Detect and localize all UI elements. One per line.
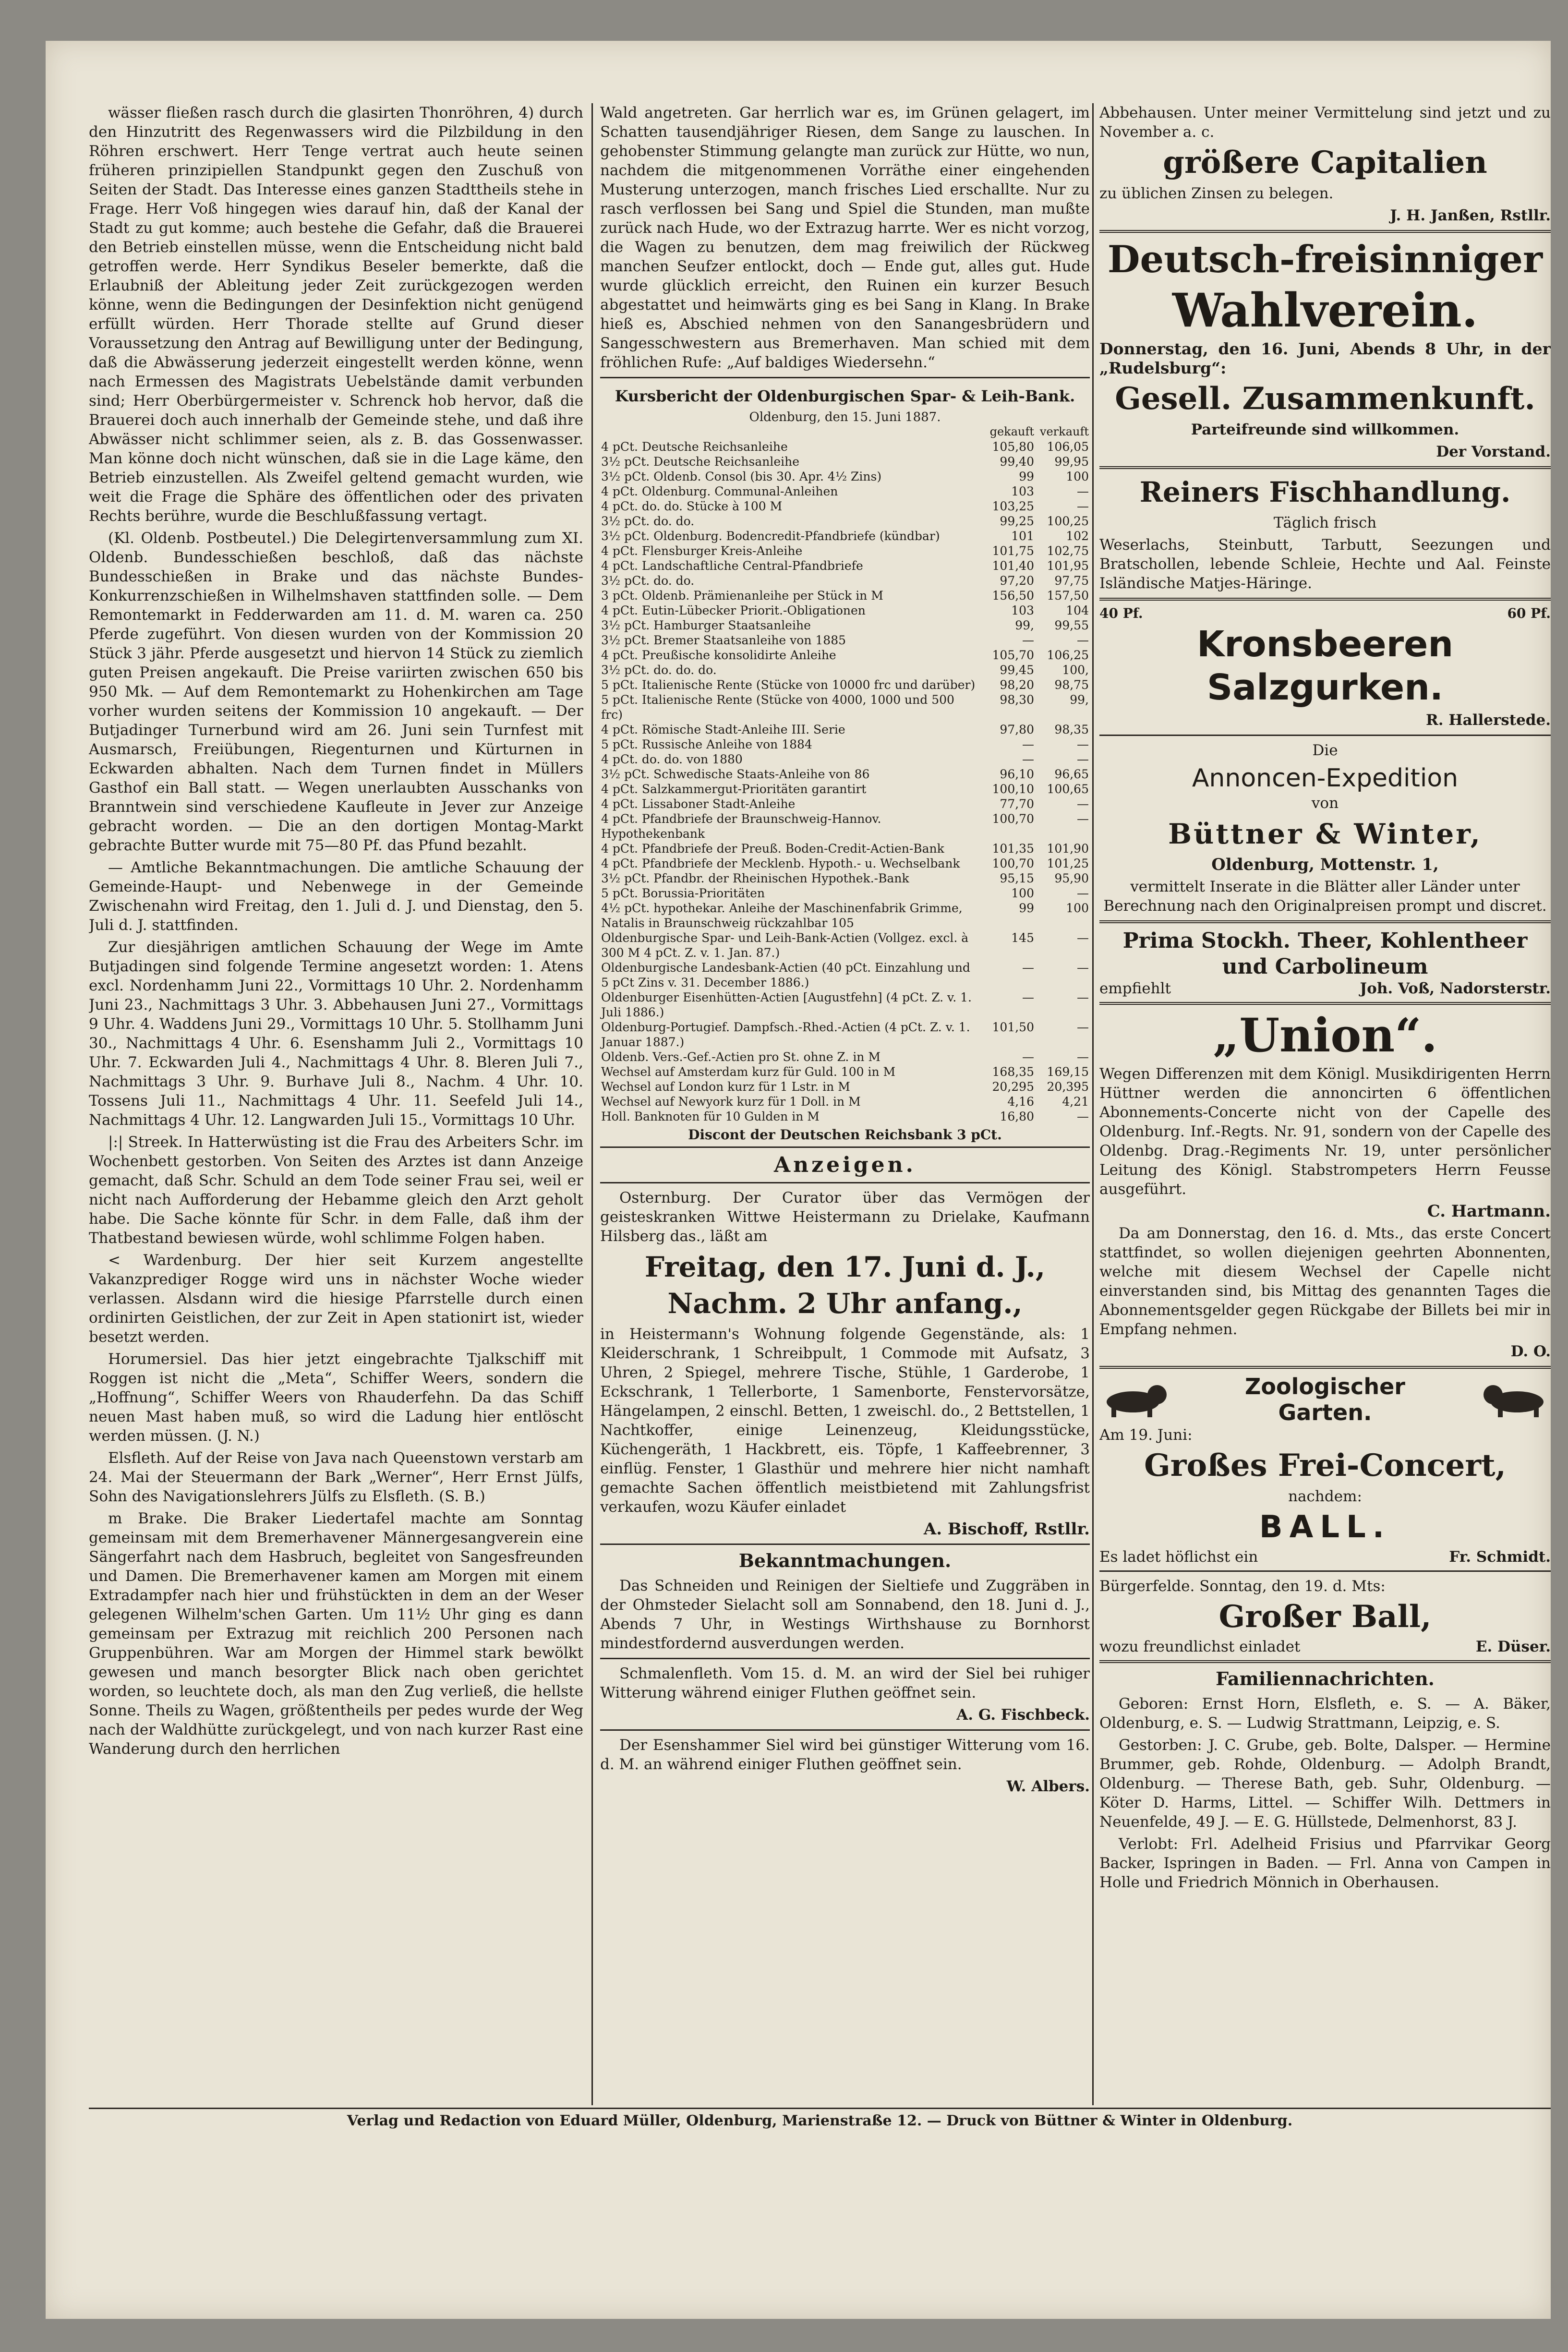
- kurs-gekauft: —: [1022, 633, 1034, 647]
- kurs-row: [600, 856, 1090, 871]
- divider: [1099, 466, 1551, 469]
- ad-headline: Großes Frei-Concert,: [1144, 1447, 1506, 1484]
- kurs-gekauft: —: [1022, 990, 1034, 1004]
- family-notice: Verlobt: Frl. Adelheid Frisius und Pfarrvikar Georg Backer, Ispringen in Baden. — Frl. Anna von Campen in Holle und Friedrich Mönnich in Oberhausen.: [1099, 1835, 1551, 1891]
- ad-headline: Freitag, den 17. Juni d. J., Nachm. 2 Uhr anfang.,: [644, 1251, 1046, 1320]
- ad-signature: E. Düser.: [1475, 1638, 1551, 1655]
- kurs-verkauft: —: [1077, 1110, 1089, 1123]
- divider: [1099, 1570, 1551, 1572]
- ad-text: Das Schneiden und Reinigen der Sieltiefe und Zuggräben in der Ohmsteder Sielacht soll am Sonnabend, den 18. Juni d. J., Abends 7 Uhr, in Westings Wirthshause zu Bornhorst mindestfordernd ausverdungen werden.: [600, 1577, 1090, 1652]
- divider: [600, 1658, 1090, 1659]
- ad-text: in Heistermann's Wohnung folgende Gegenstände, als: 1 Kleiderschrank, 1 Schreibpult, 1 Commode mit Aufsatz, 3 Uhren, 2 Spiegel, mehrere Tische, Stühle, 1 Garderobe, 1 Eckschrank, 1 Tellerborte, 1 Samenborte, Fenstervorsätze, Hängelampen, 2 einschl. Betten, 1 zweischl. do., 2 Bettstellen, 1 Nachtkoffer, einige Leinenzeug, Kleidungsstücke, Küchengeräth, 1 Hackbrett, eis. Töpfe, 1 Kaffeebrenner, 3 einflüg. Fenster, 1 Glasthür und mehrere hier nicht namhaft gemachte Sachen öffentlich meistbietend mit Zahlungsfrist verkaufen, wozu Käufer einladet: [600, 1326, 1090, 1516]
- kurs-row: [600, 841, 1090, 856]
- kurs-row: [600, 737, 1090, 752]
- lion-icon: [1479, 1380, 1551, 1419]
- kurs-verkauft: 100: [1066, 470, 1089, 483]
- kurs-security: 4 pCt. Landschaftliche Central-Pfandbriefe: [601, 559, 863, 573]
- kurs-security: 4 pCt. Deutsche Reichsanleihe: [601, 440, 788, 454]
- kurs-gekauft: 103: [1011, 603, 1034, 617]
- ad-text: Die: [1312, 742, 1338, 759]
- kurs-security: 5 pCt. Russische Anleihe von 1884: [601, 737, 812, 751]
- price-row: [1099, 605, 1551, 621]
- kurs-verkauft: 99,95: [1054, 455, 1089, 469]
- kurs-verkauft: —: [1077, 752, 1089, 766]
- kurs-verkauft: —: [1077, 886, 1089, 900]
- kurs-row: [600, 886, 1090, 901]
- column-3: [1099, 103, 1551, 2105]
- section-heading: Anzeigen.: [774, 1153, 916, 1177]
- kurs-row: [600, 633, 1090, 648]
- kurs-verkauft: —: [1077, 633, 1089, 647]
- kurs-verkauft: 102,75: [1047, 544, 1089, 558]
- article-paragraph: m Brake. Die Braker Liedertafel machte am Sonntag gemeinsam mit dem Bremerhavener Männergesangverein eine Sängerfahrt nach dem Hasbruch, begleitet von Sangesfreunden und Damen. Die Bremerhavener kamen am Morgen mit einem Extradampfer nach hier und frühstückten in dem an der Weser gelegenen Wilhelm'schen Garten. Um 11½ Uhr ging es dann gemeinsam per Extrazug mit reichlich 200 Personen nach Gruppenbühren. War am Morgen der Himmel stark bewölkt gewesen und manch besorgter Blick nach oben gerichtet worden, so leuchtete doch, als man den Zug verließ, die hellste Sonne. Theils zu Wagen, größtentheils per pedes wurde der Weg nach der Waldhütte zurückgelegt, und von nach kurzer Rast eine Wanderung durch den herrlichen: [89, 1510, 583, 1758]
- kurs-row: [600, 529, 1090, 543]
- ad-text: nachdem:: [1288, 1488, 1362, 1505]
- kurs-gekauft: 100,70: [992, 856, 1034, 870]
- kurs-security: 4 pCt. do. do. von 1880: [601, 752, 743, 766]
- kursbericht-date: Oldenburg, den 15. Juni 1887.: [749, 410, 941, 424]
- zoo-header: [1099, 1374, 1551, 1425]
- col-head-verkauft: verkauft: [1039, 425, 1089, 438]
- kurs-security: 3½ pCt. Schwedische Staats-Anleihe von 86: [601, 767, 870, 781]
- kurs-gekauft: 20,295: [992, 1080, 1034, 1094]
- kurs-security: 5 pCt. Borussia-Prioritäten: [601, 886, 765, 900]
- kurs-row: [600, 1094, 1090, 1109]
- kurs-security: 4 pCt. do. do. Stücke à 100 M: [601, 499, 783, 513]
- section-heading: Familiennachrichten.: [1216, 1668, 1435, 1689]
- ad-text: wozu freundlichst einladet: [1099, 1638, 1301, 1655]
- ad-signature: A. G. Fischbeck.: [956, 1706, 1090, 1724]
- kurs-row: [600, 1079, 1090, 1094]
- kurs-verkauft: —: [1077, 990, 1089, 1004]
- kurs-gekauft: —: [1022, 737, 1034, 751]
- kurs-verkauft: —: [1077, 961, 1089, 975]
- kurs-verkauft: —: [1077, 1050, 1089, 1064]
- kurs-verkauft: 96,65: [1054, 767, 1089, 781]
- kurs-row: [600, 767, 1090, 782]
- kurs-gekauft: 101,50: [992, 1020, 1034, 1034]
- divider: [1099, 598, 1551, 601]
- price-right: 60 Pf.: [1507, 605, 1551, 621]
- kurs-row: [600, 677, 1090, 692]
- kurs-security: 3½ pCt. Oldenb. Consol (bis 30. Apr. 4½ Zins): [601, 470, 882, 483]
- ad-headline: Annoncen-Expedition: [1192, 764, 1459, 793]
- divider: [1099, 920, 1551, 923]
- ad-headline: Großer Ball,: [1218, 1599, 1432, 1635]
- kurs-security: 4½ pCt. hypothekar. Anleihe der Maschinenfabrik Grimme, Natalis in Braunschweig rückzahlbar 105: [601, 901, 963, 930]
- kurs-security: 4 pCt. Salzkammergut-Prioritäten garantirt: [601, 782, 867, 796]
- ad-footer: [1099, 980, 1551, 997]
- kurs-security: Oldenburgische Landesbank-Actien (40 pCt. Einzahlung und 5 pCt Zins v. 31. December 1886.): [601, 961, 970, 989]
- kurs-row: [600, 439, 1090, 454]
- section-heading: Bekanntmachungen.: [738, 1550, 952, 1571]
- kurs-verkauft: —: [1077, 1020, 1089, 1034]
- divider: [600, 1182, 1090, 1183]
- kurs-gekauft: 99,: [1015, 618, 1034, 632]
- ad-text: Schmalenfleth. Vom 15. d. M. an wird der Siel bei ruhiger Witterung während einiger Fluthen geöffnet sein.: [600, 1665, 1090, 1701]
- kurs-row: [600, 722, 1090, 737]
- kurs-gekauft: 16,80: [1000, 1110, 1034, 1123]
- kurs-row: [600, 990, 1090, 1020]
- ad-headline: Wahlverein.: [1172, 283, 1478, 338]
- ad-signature: R. Hallerstede.: [1425, 712, 1551, 729]
- kurs-row: [600, 752, 1090, 767]
- kurs-security: Oldenburgische Spar- und Leih-Bank-Actien (Vollgez. excl. à 300 M 4 pCt. Z. v. 1. Jan. 87.): [601, 931, 969, 960]
- kurs-verkauft: 106,25: [1047, 648, 1089, 662]
- article-paragraph: Wald angetreten. Gar herrlich war es, im Grünen gelagert, im Schatten tausendjähriger Riesen, dem Sange zu lauschen. In gehobenster Stimmung gelangte man zurück zur Hütte, wo nun, nachdem die mitgenommenen Vorräthe einer eingehenden Musterung unterzogen, manch frisches Lied erschallte. Nur zu rasch verflossen bei Sang und Spiel die Stunden, man mußte zurück nach Hude, wo der Extrazug harrte. Wer es nicht vorzog, die Wagen zu benutzen, dem mag freiwilich der Rückweg manchen Seufzer entlockt, doch — Ende gut, alles gut. Hude wurde glücklich erreicht, den Ruinen ein kurzer Besuch abgestattet und heimwärts ging es bei Sang in Klang. In Brake hieß es, Abschied nehmen von den Sanangesbrüdern und Sangesschwestern aus Bremerhaven. Man schied mit dem fröhlichen Rufe: „Auf baldiges Wiedersehn.“: [600, 104, 1090, 371]
- kurs-row: [600, 543, 1090, 558]
- ad-signature: Joh. Voß, Nadorsterstr.: [1360, 980, 1551, 997]
- kurs-verkauft: 104: [1066, 603, 1089, 617]
- kurs-row: [600, 588, 1090, 603]
- ad-signature: D. O.: [1510, 1343, 1551, 1360]
- imprint: Verlag und Redaction von Eduard Müller, Oldenburg, Marienstraße 12. — Druck von Büttner & Winter in Oldenburg.: [347, 2112, 1293, 2129]
- kurs-row: [600, 484, 1090, 499]
- ad-text: Wegen Differenzen mit dem Königl. Musikdirigenten Herrn Hüttner werden die annoncirten 6 öffentlichen Abonnements-Concerte nicht von der Capelle des Oldenburg. Inf.-Regts. Nr. 91, sondern von der Capelle des Oldenbg. Drag.-Regiments Nr. 19, unter persönlicher Leitung des Königl. Stabstrompeters Herrn Feusse ausgeführt.: [1099, 1065, 1551, 1198]
- kurs-gekauft: 98,30: [1000, 693, 1034, 707]
- kurs-security: Oldenb. Vers.-Gef.-Actien pro St. ohne Z. in M: [601, 1050, 880, 1064]
- article-paragraph: < Wardenburg. Der hier seit Kurzem angestellte Vakanzprediger Rogge wird uns in nächster Woche wieder verlassen. Alsdann wird die hiesige Pfarrstelle durch einen ordinirten Geistlichen, der zur Zeit in Apen stationirt ist, wieder besetzt werden.: [89, 1252, 583, 1346]
- divider: [1099, 1366, 1551, 1369]
- kurs-row: [600, 960, 1090, 990]
- kurs-security: 3½ pCt. Pfandbr. der Rheinischen Hypothek.-Bank: [601, 871, 909, 885]
- kurs-verkauft: 100: [1066, 901, 1089, 915]
- ad-signature: J. H. Janßen, Rstllr.: [1390, 207, 1551, 224]
- ad-headline: Deutsch-freisinniger: [1107, 238, 1543, 281]
- kurs-verkauft: 106,05: [1047, 440, 1089, 454]
- ad-signature: Der Vorstand.: [1436, 443, 1551, 460]
- kurs-gekauft: 100,10: [992, 782, 1034, 796]
- kurs-verkauft: 101,90: [1047, 842, 1089, 856]
- kurs-row: [600, 648, 1090, 663]
- kurs-security: 4 pCt. Pfandbriefe der Braunschweig-Hannov. Hypothekenbank: [601, 812, 881, 841]
- ad-text: Es ladet höflichst ein: [1099, 1548, 1258, 1566]
- divider: [1099, 1660, 1551, 1663]
- kurs-row: [600, 930, 1090, 960]
- ad-text: Donnerstag, den 16. Juni, Abends 8 Uhr, in der „Rudelsburg“:: [1099, 339, 1551, 377]
- kurs-row: [600, 558, 1090, 573]
- col-head-gekauft: gekauft: [989, 425, 1034, 438]
- kurs-verkauft: 100,25: [1047, 514, 1089, 528]
- ad-headline: Büttner & Winter,: [1168, 818, 1482, 850]
- ad-headline: Garten.: [1278, 1399, 1372, 1425]
- kurs-gekauft: —: [1022, 752, 1034, 766]
- kurs-security: 5 pCt. Italienische Rente (Stücke von 10000 frc und darüber): [601, 678, 976, 692]
- kurs-verkauft: 97,75: [1054, 574, 1089, 588]
- kurs-gekauft: 99,40: [1000, 455, 1034, 469]
- kurs-row: [600, 663, 1090, 677]
- kurs-row: [600, 692, 1090, 722]
- kurs-verkauft: 20,395: [1047, 1080, 1089, 1094]
- divider: [1099, 1002, 1551, 1005]
- kurs-verkauft: —: [1077, 484, 1089, 498]
- kurs-gekauft: 97,20: [1000, 574, 1034, 588]
- kurs-security: 3½ pCt. Hamburger Staatsanleihe: [601, 618, 811, 632]
- kurs-gekauft: 99: [1019, 901, 1034, 915]
- article-paragraph: (Kl. Oldenb. Postbeutel.) Die Delegirtenversammlung zum XI. Oldenb. Bundesschießen beschloß, daß das nächste Bundesschießen in Brake und das nächste Bundes-Konkurrenzschießen in Wilhelmshaven stattfinden solle. — Dem Remontemarkt in Fedderwarden am 11. d. M. waren ca. 250 Pferde zugeführt. Von diesen wurden von der Kommission 20 Stück 3 jähr. Pferde ausgesetzt und hiervon 14 Stück zu ziemlich guten Preisen angekauft. Die Preise variirten zwischen 650 bis 950 Mk. — Auf dem Remontemarkt zu Hohenkirchen am Tage vorher wurden seitens der Kommission 10 angekauft. — Der Butjadinger Turnerbund wird am 26. Juni sein Turnfest mit Ausmarsch, Freiübungen, Riegenturnen und Kürturnen in Eckwarden abhalten. Nach dem Turnen findet in Müllers Gasthof ein Ball statt. — Wegen unerlaubten Ausschanks von Branntwein sind verschiedene Kaufleute in Jever zur Anzeige gebracht worden. — Die an den dortigen Montag-Markt gebrachte Butter wurde mit 75—80 Pf. das Pfund bezahlt.: [89, 530, 583, 854]
- kurs-verkauft: 169,15: [1047, 1065, 1089, 1079]
- kurs-security: Wechsel auf London kurz für 1 Lstr. in M: [601, 1080, 850, 1094]
- kurs-security: 4 pCt. Pfandbriefe der Preuß. Boden-Credit-Actien-Bank: [601, 842, 944, 856]
- article-paragraph: wässer fließen rasch durch die glasirten Thonröhren, 4) durch den Hinzutritt des Regenwassers wird die Pilzbildung in den Röhren erschwert. Herr Tenge vertrat auch heute seinen früheren prinzipiellen Standpunkt gegen den Zuschuß von Seiten der Stadt. Das Interesse eines ganzen Stadttheils stehe in Frage. Herr Voß hingegen wies darauf hin, daß der Kanal der Stadt zu gut komme; auch bestehe die Gefahr, daß die Brauerei den Betrieb einstellen müsse, wenn die Entscheidung nicht bald getroffen werde. Herr Syndikus Beseler bemerkte, daß die Erlaubniß der Ableitung jeder Zeit zurückgezogen werden könne, wenn die Bedingungen der Desinfektion nicht genügend erfüllt würden. Herr Thorade stellte auf Grund dieser Voraussetzung den Antrag auf Bewilligung unter der Bedingung, daß die Abwässerung jederzeit eingestellt werden könne, wenn nach Ermessen des Magistrats Uebelstände damit verbunden sind; Herr Oberbürgermeister v. Schrenck hob hervor, daß die Brauerei doch auch innerhalb der Gemeinde stehe, und daß ihre Abwässer nicht schlimmer seien, als z. B. das Gossenwasser. Man könne doch nicht wünschen, daß sie in die Lage käme, den Betrieb einzustellen. Als Zweifel geltend gemacht wurden, wie weit die Frage die Sphäre des öffentlichen oder des privaten Rechts berühre, wurde die Beschlußfassung vertagt.: [89, 104, 583, 525]
- kurs-gekauft: 97,80: [1000, 723, 1034, 736]
- kurs-row: [600, 514, 1090, 529]
- ad-headline: Gesell. Zusammenkunft.: [1115, 381, 1535, 417]
- kurs-gekauft: 101,35: [992, 842, 1034, 856]
- kurs-security: 4 pCt. Pfandbriefe der Mecklenb. Hypoth.- u. Wechselbank: [601, 856, 960, 870]
- kurs-row: [600, 454, 1090, 469]
- discont-line: Discont der Deutschen Reichsbank 3 pCt.: [688, 1127, 1002, 1143]
- kurs-security: 3½ pCt. do. do. do.: [601, 663, 717, 677]
- family-notice: Gestorben: J. C. Grube, geb. Bolte, Dalsper. — Hermine Brummer, geb. Rohde, Oldenburg. — Adolph Brandt, Oldenburg. — Therese Bath, geb. Suhr, Oldenburg. — Köter D. Harms, Littel. — Schiffer Wilh. Dettmers in Neuenfelde, 49 J. — E. G. Hüllstede, Delmenhorst, 83 J.: [1099, 1737, 1551, 1831]
- kurs-security: 4 pCt. Lissaboner Stadt-Anleihe: [601, 797, 796, 811]
- kurs-verkauft: 95,90: [1054, 871, 1089, 885]
- kurs-row: [600, 499, 1090, 514]
- kurs-security: 4 pCt. Oldenburg. Communal-Anleihen: [601, 484, 838, 498]
- kurs-security: 4 pCt. Preußische konsolidirte Anleihe: [601, 648, 836, 662]
- ad-text: empfiehlt: [1099, 980, 1171, 997]
- kurs-gekauft: —: [1022, 1050, 1034, 1064]
- kurs-gekauft: 99,25: [1000, 514, 1034, 528]
- ad-headline: Salzgurken.: [1206, 667, 1444, 708]
- kurs-security: Oldenburg-Portugief. Dampfsch.-Rhed.-Actien (4 pCt. Z. v. 1. Januar 1887.): [601, 1020, 970, 1049]
- kurs-security: 3½ pCt. Bremer Staatsanleihe von 1885: [601, 633, 846, 647]
- kurs-row: [600, 1064, 1090, 1079]
- footer-rule: [89, 2108, 1551, 2109]
- kurs-security: 3½ pCt. do. do.: [601, 574, 695, 588]
- kurs-verkauft: —: [1077, 737, 1089, 751]
- ad-headline: größere Capitalien: [1163, 145, 1487, 181]
- kurs-gekauft: 100: [1011, 886, 1034, 900]
- kurs-gekauft: 103,25: [992, 499, 1034, 513]
- kurs-gekauft: 77,70: [1000, 797, 1034, 811]
- family-notice: Geboren: Ernst Horn, Elsfleth, e. S. — A. Bäker, Oldenburg, e. S. — Ludwig Strattmann, Leipzig, e. S.: [1099, 1695, 1551, 1732]
- kurs-security: 3½ pCt. do. do.: [601, 514, 695, 528]
- kurs-security: 3½ pCt. Oldenburg. Bodencredit-Pfandbriefe (kündbar): [601, 529, 940, 543]
- divider: [1099, 230, 1551, 233]
- kurs-gekauft: 101,75: [992, 544, 1034, 558]
- kurs-verkauft: 99,55: [1054, 618, 1089, 632]
- kurs-row: [600, 1109, 1090, 1124]
- kurs-row: [600, 469, 1090, 484]
- ad-text: Am 19. Juni:: [1099, 1426, 1193, 1444]
- article-paragraph: Elsfleth. Auf der Reise von Java nach Queenstown verstarb am 24. Mai der Steuermann der Bark „Werner“, Herr Ernst Jülfs, Sohn des Navigationslehrers Jülfs zu Elsfleth. (S. B.): [89, 1449, 583, 1505]
- kurs-row: [600, 782, 1090, 796]
- kurs-row: [600, 603, 1090, 618]
- kurs-gekauft: 156,50: [992, 589, 1034, 603]
- kurs-security: 4 pCt. Eutin-Lübecker Priorit.-Obligationen: [601, 603, 866, 617]
- article-paragraph: — Amtliche Bekanntmachungen. Die amtliche Schauung der Gemeinde-Haupt- und Nebenwege in der Gemeinde Zwischenahn wird Freitag, den 1. Juli d. J. und Dienstag, den 5. Juli d. J. stattfinden.: [89, 859, 583, 934]
- kurs-gekauft: 98,20: [1000, 678, 1034, 692]
- kurs-verkauft: —: [1077, 499, 1089, 513]
- kurs-gekauft: 95,15: [1000, 871, 1034, 885]
- kurs-gekauft: 101: [1011, 529, 1034, 543]
- ad-text: Der Esenshammer Siel wird bei günstiger Witterung vom 16. d. M. an während einiger Fluthen geöffnet sein.: [600, 1737, 1090, 1773]
- kurs-security: Holl. Banknoten für 10 Gulden in M: [601, 1110, 820, 1123]
- divider: [600, 1729, 1090, 1731]
- article-paragraph: |:| Streek. In Hatterwüsting ist die Frau des Arbeiters Schr. im Wochenbett gestorben. Von Seiten des Arztes ist dann Anzeige gemacht, daß Schr. Schuld an dem Tode seiner Frau sei, weil er nicht nach Aufforderung der Hebamme gleich den Arzt geholt habe. Die Sache könnte für Schr. in dem Falle, daß ihm der Thatbestand bewiesen würde, wohl schlimme Folgen haben.: [89, 1134, 583, 1247]
- kurs-gekauft: 99: [1019, 470, 1034, 483]
- kurs-verkauft: 98,35: [1054, 723, 1089, 736]
- kurs-verkauft: —: [1077, 797, 1089, 811]
- kurs-row: [600, 901, 1090, 930]
- ad-text: Weserlachs, Steinbutt, Tarbutt, Seezungen und Bratschollen, lebende Schleie, Hechte und Aal. Feinste Isländische Matjes-Häringe.: [1099, 536, 1551, 592]
- kurs-security: Oldenburger Eisenhütten-Actien [Augustfehn] (4 pCt. Z. v. 1. Juli 1886.): [601, 990, 972, 1019]
- kurs-verkauft: 100,65: [1047, 782, 1089, 796]
- kurs-verkauft: 99,: [1070, 693, 1089, 707]
- divider: [1099, 735, 1551, 736]
- ad-text: Abbehausen. Unter meiner Vermittelung sind jetzt und zu November a. c.: [1099, 104, 1551, 141]
- ad-signature: Fr. Schmidt.: [1449, 1548, 1551, 1566]
- ad-text: Osternburg. Der Curator über das Vermögen der geisteskranken Wittwe Heistermann zu Drielake, Kaufmann Hilsberg das., läßt am: [600, 1189, 1090, 1245]
- kurs-verkauft: 157,50: [1047, 589, 1089, 603]
- kurs-verkauft: 101,25: [1047, 856, 1089, 870]
- kurs-row: [600, 618, 1090, 633]
- divider: [600, 1544, 1090, 1545]
- kurs-gekauft: 101,40: [992, 559, 1034, 573]
- column-2: [600, 103, 1090, 2105]
- article-paragraph: Zur diesjährigen amtlichen Schauung der Wege im Amte Butjadingen sind folgende Termine angesetzt worden: 1. Atens excl. Nordenhamm Juni 22., Vormittags 10 Uhr. 2. Nordenhamm Juni 23., Nachmittags 3 Uhr. 3. Abbehausen Juni 27., Vormittags 9 Uhr. 4. Waddens Juni 29., Vormittags 10 Uhr. 5. Stollhamm Juni 30., Nachmittags 4 Uhr. 6. Esenshamm Juli 2., Vormittags 10 Uhr. 7. Eckwarden Juli 4., Nachmittags 4 Uhr. 8. Bleren Juli 7., Nachmittags 3 Uhr. 9. Burhave Juli 8., Nachm. 4 Uhr. 10. Tossens Juli 11., Nachmittags 4 Uhr. 11. Seefeld Juli 14., Nachmittags 4 Uhr. 12. Langwarden Juli 15., Vormittags 10 Uhr.: [89, 939, 583, 1129]
- kurs-row: [600, 796, 1090, 811]
- kurs-verkauft: —: [1077, 931, 1089, 945]
- ad-headline: „Union“.: [1213, 1008, 1437, 1062]
- kurs-table: [600, 424, 1090, 1124]
- ad-headline: BALL.: [1259, 1509, 1391, 1545]
- ad-text: Bürgerfelde. Sonntag, den 19. d. Mts:: [1099, 1578, 1386, 1595]
- ad-text: Oldenburg, Mottenstr. 1,: [1211, 855, 1439, 874]
- kurs-security: Wechsel auf Amsterdam kurz für Guld. 100 in M: [601, 1065, 896, 1079]
- kurs-verkauft: 102: [1066, 529, 1089, 543]
- price-left: 40 Pf.: [1099, 605, 1143, 621]
- kurs-gekauft: 100,70: [992, 812, 1034, 826]
- ad-signature: W. Albers.: [1006, 1778, 1090, 1795]
- kurs-verkauft: 101,95: [1047, 559, 1089, 573]
- kurs-security: 5 pCt. Italienische Rente (Stücke von 4000, 1000 und 500 frc): [601, 693, 954, 722]
- ad-text: Da am Donnerstag, den 16. d. Mts., das erste Concert stattfindet, so wollen diejenigen geehrten Abonnenten, welche mit diesem Wechsel der Capelle nicht einverstanden sind, bis Mittag des genannten Tages die Abonnementsgelder gegen Rückgabe der Billets bei mir in Empfang nehmen.: [1099, 1225, 1551, 1338]
- zoo-title: [1245, 1374, 1405, 1425]
- kurs-gekauft: 4,16: [1007, 1095, 1034, 1109]
- column-rule: [591, 103, 593, 2105]
- ad-text: Täglich frisch: [1273, 514, 1377, 531]
- kurs-security: 4 pCt. Römische Stadt-Anleihe III. Serie: [601, 723, 845, 736]
- kurs-verkauft: —: [1077, 812, 1089, 826]
- ad-footer: [1099, 1548, 1551, 1566]
- kurs-verkauft: 100,: [1062, 663, 1089, 677]
- ad-footer: [1099, 1638, 1551, 1655]
- kursbericht-title: Kursbericht der Oldenburgischen Spar- & Leih-Bank.: [615, 387, 1075, 405]
- ad-text: von: [1311, 795, 1339, 812]
- ad-headline: Kronsbeeren: [1196, 624, 1454, 665]
- kurs-gekauft: 168,35: [992, 1065, 1034, 1079]
- ad-headline: Reiners Fischhandlung.: [1139, 476, 1511, 508]
- kurs-gekauft: 145: [1011, 931, 1034, 945]
- kurs-security: 3½ pCt. Deutsche Reichsanleihe: [601, 455, 800, 469]
- kurs-security: Wechsel auf Newyork kurz für 1 Doll. in M: [601, 1095, 861, 1109]
- ad-text: zu üblichen Zinsen zu belegen.: [1099, 185, 1334, 202]
- kurs-security: 3 pCt. Oldenb. Prämienanleihe per Stück in M: [601, 589, 883, 603]
- ad-headline: Zoologischer: [1245, 1374, 1405, 1399]
- kursbericht: [600, 377, 1090, 1148]
- kurs-row: [600, 871, 1090, 886]
- kurs-gekauft: —: [1022, 961, 1034, 975]
- kurs-security: 4 pCt. Flensburger Kreis-Anleihe: [601, 544, 803, 558]
- kurs-verkauft: 98,75: [1054, 678, 1089, 692]
- ad-signature: C. Hartmann.: [1427, 1202, 1551, 1221]
- kurs-row: [600, 811, 1090, 841]
- ad-signature: A. Bischoff, Rstllr.: [923, 1520, 1090, 1539]
- ad-headline: Prima Stockh. Theer, Kohlentheer und Carbolineum: [1122, 929, 1528, 979]
- kurs-gekauft: 99,45: [1000, 663, 1034, 677]
- kurs-row: [600, 1020, 1090, 1049]
- ad-text: vermittelt Inserate in die Blätter aller Länder unter Berechnung nach den Originalpreisen prompt und discret.: [1103, 878, 1547, 915]
- article-paragraph: Horumersiel. Das hier jetzt eingebrachte Tjalkschiff mit Roggen ist nicht die „Meta“, Schiffer Weers, sondern die „Hoffnung“, Schiffer Weers von Rhauderfehn. Da das Schiff neuen Mast haben muß, so wird die Ladung hier entlöscht werden müssen. (J. N.): [89, 1351, 583, 1445]
- kurs-verkauft: 4,21: [1062, 1095, 1089, 1109]
- column-1: [89, 103, 583, 2105]
- kurs-gekauft: 105,70: [992, 648, 1034, 662]
- column-rule: [1092, 103, 1094, 2105]
- kurs-gekauft: 96,10: [1000, 767, 1034, 781]
- ad-text: Parteifreunde sind willkommen.: [1191, 421, 1459, 438]
- kurs-row: [600, 1049, 1090, 1064]
- lion-icon: [1099, 1380, 1171, 1419]
- kurs-gekauft: 103: [1011, 484, 1034, 498]
- kurs-gekauft: 105,80: [992, 440, 1034, 454]
- kurs-row: [600, 573, 1090, 588]
